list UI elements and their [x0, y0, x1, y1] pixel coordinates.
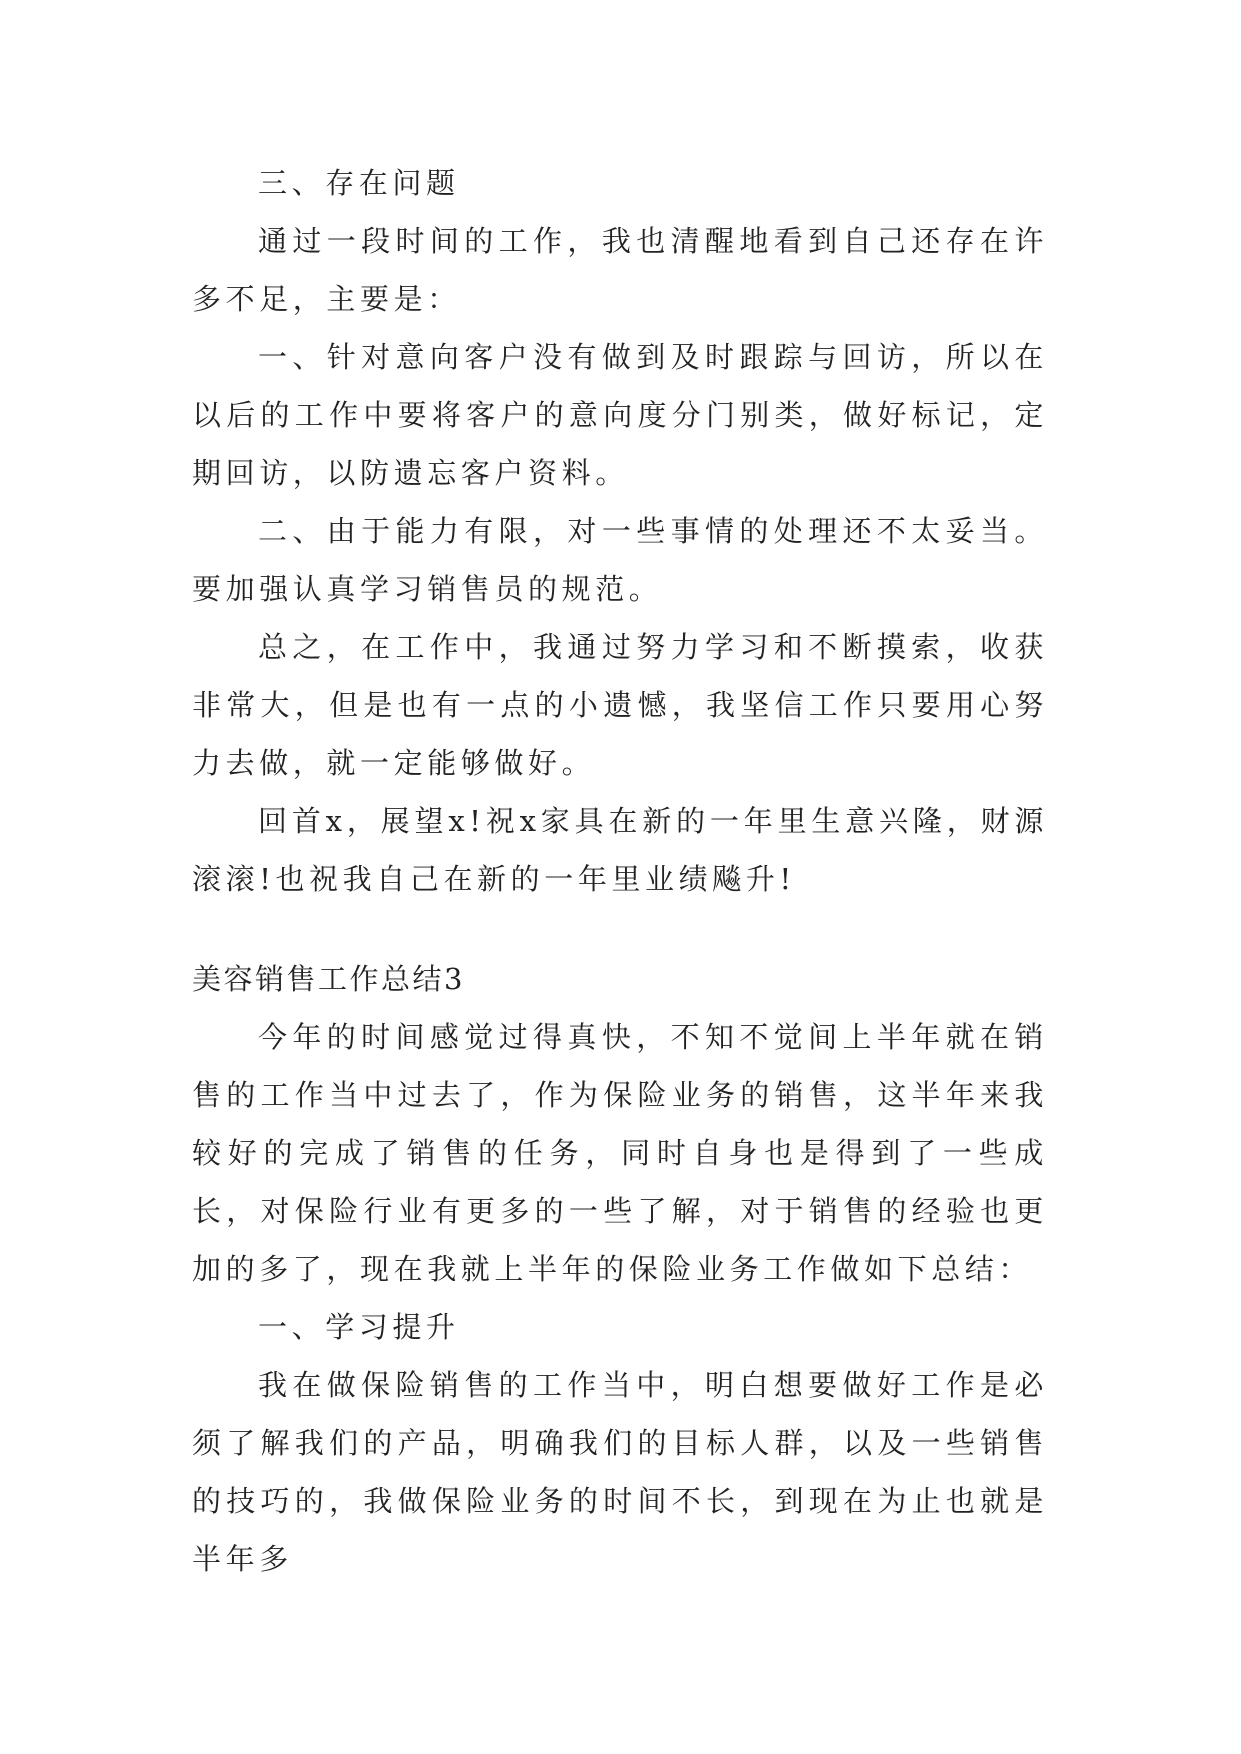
document-body — [192, 154, 1048, 1588]
paragraph: 一、针对意向客户没有做到及时跟踪与回访，所以在以后的工作中要将客户的意向度分门别类，做好标记，定期回访，以防遗忘客户资料。 — [192, 340, 1048, 490]
paragraph: 二、由于能力有限，对一些事情的处理还不太妥当。要加强认真学习销售员的规范。 — [192, 514, 1048, 606]
document-title: 美容销售工作总结3 — [192, 962, 465, 996]
section-heading-problems: 三、存在问题 — [258, 166, 460, 200]
paragraph: 我在做保险销售的工作当中，明白想要做好工作是必须了解我们的产品，明确我们的目标人群，以及一些销售的技巧的，我做保险业务的时间不长，到现在为止也就是半年多 — [192, 1368, 1048, 1576]
paragraph: 总之，在工作中，我通过努力学习和不断摸索，收获非常大，但是也有一点的小遗憾，我坚信工作只要用心努力去做，就一定能够做好。 — [192, 630, 1048, 780]
section-spacer — [192, 908, 1048, 950]
section-heading-study: 一、学习提升 — [258, 1310, 460, 1344]
paragraph: 今年的时间感觉过得真快，不知不觉间上半年就在销售的工作当中过去了，作为保险业务的销售，这半年来我较好的完成了销售的任务，同时自身也是得到了一些成长，对保险行业有更多的一些了解，对于销售的经验也更加的多了，现在我就上半年的保险业务工作做如下总结： — [192, 1020, 1048, 1286]
paragraph: 回首x，展望x!祝x家具在新的一年里生意兴隆，财源滚滚!也祝我自己在新的一年里业绩飚升! — [192, 804, 1048, 896]
paragraph: 通过一段时间的工作，我也清醒地看到自己还存在许多不足，主要是： — [192, 224, 1048, 316]
